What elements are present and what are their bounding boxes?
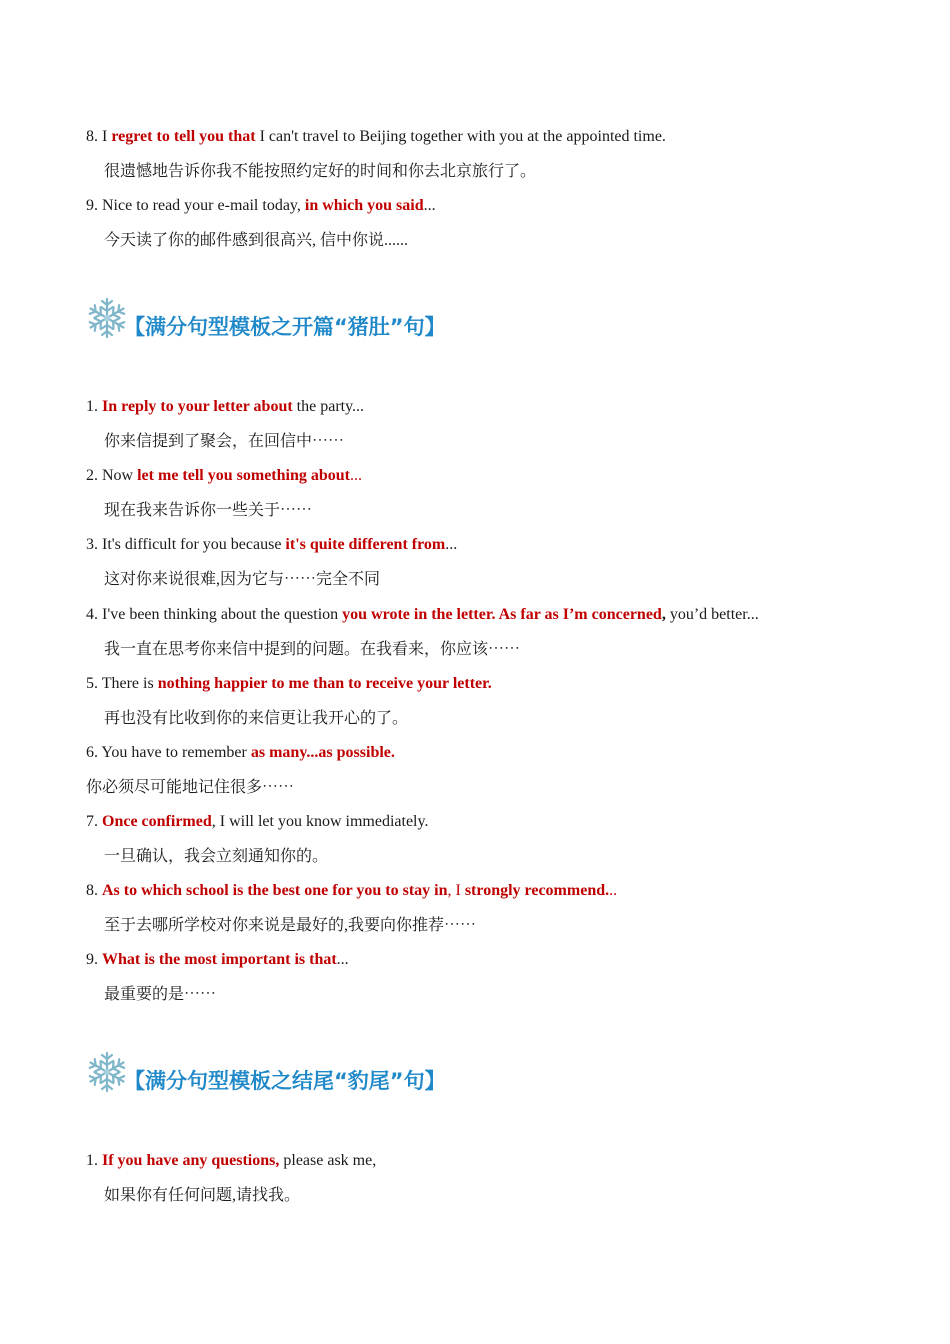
plain-text: the party... [292,398,365,415]
plain-text: There is [101,675,158,692]
key-phrase: What is the most important is that [102,951,337,968]
plain-text: ... [336,951,349,968]
closing-item-1 [86,1151,376,1171]
translation-5: 再也没有比收到你的来信更让我开心的了。 [104,710,409,727]
sentence-item-6 [86,743,395,763]
item-number: 4. [86,606,102,623]
plain-text: It's difficult for you because [102,536,286,553]
key-phrase: let me tell you something about [137,467,350,484]
plain-text: , I [447,882,465,899]
item-number: 9. [86,197,102,214]
item-number: 5. [86,675,102,692]
item-number: 1. [86,398,102,415]
item-number: 8. [86,128,102,145]
key-phrase: As to which school is the best one for you to stay in [102,882,448,899]
plain-text: I [102,128,112,145]
sentence-item-9 [86,950,349,970]
plain-text: please ask me, [279,1152,377,1169]
plain-text: Now [102,467,138,484]
key-phrase: Once confirmed [102,813,212,830]
snowflake-icon [86,297,128,339]
sentence-item-4 [86,605,759,625]
key-phrase: nothing happier to me than to receive your letter. [157,675,492,692]
translation-6: 你必须尽可能地记住很多⋯⋯ [86,779,295,796]
plain-text: You have to remember [101,744,251,761]
snowflake-icon [86,1051,128,1093]
translation-2: 现在我来告诉你一些关于⋯⋯ [104,502,313,519]
plain-text: ... [445,536,458,553]
key-phrase: you wrote in the letter. As far as I’m concerned [342,606,662,623]
key-phrase: as many...as possible. [250,744,395,761]
item-number: 7. [86,813,102,830]
closing-translation-1: 如果你有任何问题,请找我。 [104,1187,301,1204]
key-phrase: it's quite different from [285,536,446,553]
sentence-item-7 [86,812,428,832]
plain-text: , [661,606,666,623]
plain-text: I've been thinking about the question [102,606,343,623]
translation-3: 这对你来说很难,因为它与⋯⋯完全不同 [104,571,381,588]
translation-7: 一旦确认，我会立刻通知你的。 [104,848,329,865]
translation-4: 我一直在思考你来信中提到的问题。在我看来，你应该⋯⋯ [104,641,521,658]
translation-8: 至于去哪所学校对你来说是最好的,我要向你推荐⋯⋯ [104,917,477,934]
section-heading-opening [86,296,452,340]
sentence-item-8 [86,881,617,901]
sentence-item-2 [86,466,362,486]
key-phrase: In reply to your letter about [102,398,293,415]
sentence-item-top-9 [86,196,436,216]
sentence-item-3 [86,535,457,555]
section-heading-closing [86,1050,452,1094]
section-title: 【满分句型模板之开篇“猪肚”句】 [124,315,446,339]
item-number: 2. [86,467,102,484]
plain-text: Nice to read your e-mail today, [102,197,305,214]
item-number: 3. [86,536,102,553]
key-phrase: strongly recommend. [464,882,610,899]
translation-top-8: 很遗憾地告诉你我不能按照约定好的时间和你去北京旅行了。 [104,163,537,180]
plain-text: I can't travel to Beijing together with you at the appointed time. [255,128,666,145]
translation-top-9: 今天读了你的邮件感到很高兴, 信中你说...... [104,232,409,249]
item-number: 8. [86,882,102,899]
item-number: 9. [86,951,102,968]
sentence-item-1 [86,397,364,417]
item-number: 6. [86,744,102,761]
key-phrase: in which you said [304,197,424,214]
translation-1: 你来信提到了聚会，在回信中⋯⋯ [104,433,345,450]
item-number: 1. [86,1152,102,1169]
plain-text: ... [423,197,436,214]
plain-text: , I will let you know immediately. [211,813,429,830]
sentence-item-5 [86,674,492,694]
key-phrase: regret to tell you that [111,128,256,145]
key-phrase: If you have any questions, [102,1152,280,1169]
plain-text: .. [609,882,618,899]
sentence-item-top-8 [86,127,666,147]
plain-text: you’d better... [665,606,759,623]
plain-text: ... [349,467,362,484]
section-title: 【满分句型模板之结尾“豹尾”句】 [124,1069,446,1093]
translation-9: 最重要的是⋯⋯ [104,986,217,1003]
